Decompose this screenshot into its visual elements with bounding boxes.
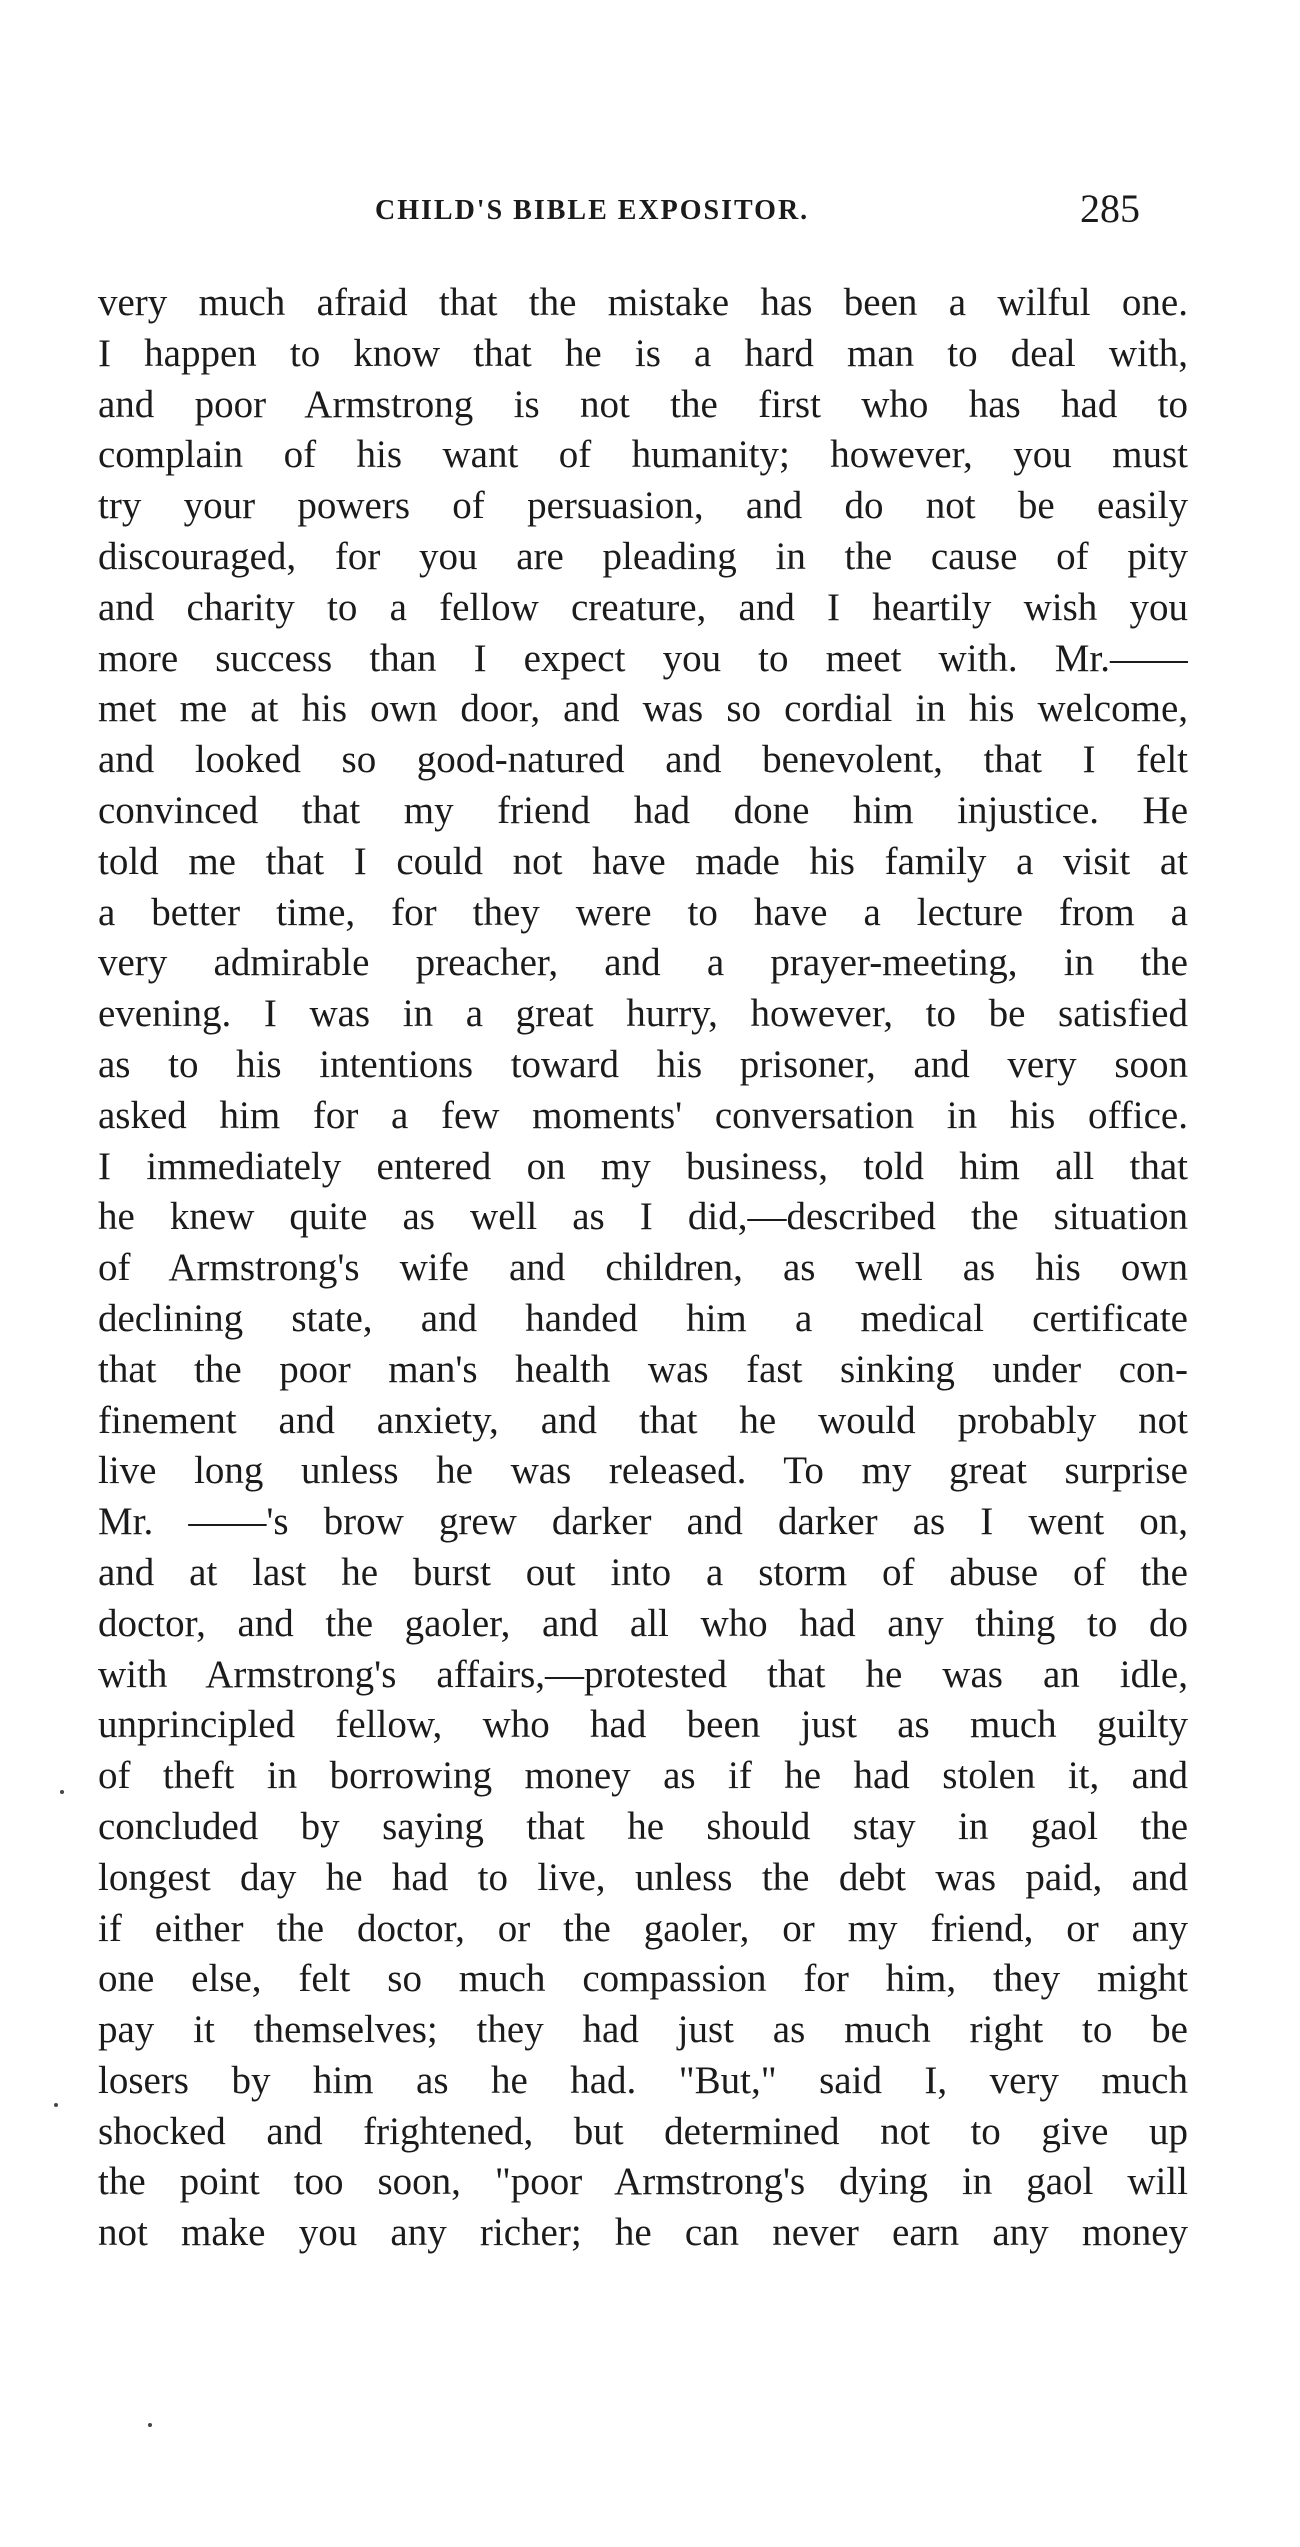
text-line: met me at his own door, and was so cordial in his welcome,	[98, 687, 1188, 731]
text-line: and charity to a fellow creature, and I heartily wish you	[98, 585, 1188, 629]
text-line: doctor, and the gaoler, and all who had any thing to do	[98, 1601, 1188, 1645]
text-line: very admirable preacher, and a prayer-meeting, in the	[98, 941, 1188, 985]
text-line: told me that I could not have made his family a visit at	[98, 839, 1188, 883]
running-title: CHILD'S BIBLE EXPOSITOR.	[375, 195, 810, 226]
text-line: very much afraid that the mistake has been a wilful one.	[98, 281, 1188, 324]
text-line: more success than I expect you to meet with. Mr.——	[98, 636, 1188, 680]
text-line: pay it themselves; they had just as much right to be	[98, 2008, 1188, 2052]
text-line: not make you any richer; he can never earn any money	[98, 2211, 1188, 2255]
text-line: of Armstrong's wife and children, as well as his own	[98, 1246, 1188, 1290]
text-line: discouraged, for you are pleading in the cause of pity	[98, 534, 1188, 578]
body-text	[98, 278, 1188, 2259]
text-line: the point too soon, "poor Armstrong's dying in gaol will	[98, 2160, 1188, 2204]
text-line: a better time, for they were to have a lecture from a	[98, 890, 1188, 934]
text-line: longest day he had to live, unless the debt was paid, and	[98, 1855, 1188, 1899]
page-header	[0, 185, 1300, 235]
text-line: unprincipled fellow, who had been just as much guilty	[98, 1703, 1188, 1747]
text-line: evening. I was in a great hurry, however, to be satisfied	[98, 992, 1188, 1036]
text-line: try your powers of persuasion, and do not be easily	[98, 484, 1188, 528]
page-number: 285	[1080, 186, 1140, 231]
text-line: complain of his want of humanity; however, you must	[98, 433, 1188, 477]
text-line: one else, felt so much compassion for him, they might	[98, 1957, 1188, 2001]
text-line: declining state, and handed him a medical certificate	[98, 1296, 1188, 1340]
text-line: asked him for a few moments' conversation in his office.	[98, 1093, 1188, 1137]
text-line: that the poor man's health was fast sinking under con-	[98, 1347, 1188, 1391]
ink-speck	[54, 2103, 58, 2107]
text-line: and at last he burst out into a storm of abuse of the	[98, 1550, 1188, 1594]
text-line: and looked so good-natured and benevolent, that I felt	[98, 738, 1188, 782]
text-line: if either the doctor, or the gaoler, or my friend, or any	[98, 1906, 1188, 1950]
text-line: losers by him as he had. "But," said I, very much	[98, 2058, 1188, 2102]
ink-speck	[148, 2423, 152, 2427]
text-line: he knew quite as well as I did,—described the situation	[98, 1195, 1188, 1239]
text-line: convinced that my friend had done him injustice. He	[98, 788, 1188, 832]
text-line: and poor Armstrong is not the first who has had to	[98, 382, 1188, 426]
text-line: with Armstrong's affairs,—protested that he was an idle,	[98, 1652, 1188, 1696]
ink-speck	[60, 1790, 64, 1794]
text-line: Mr. ——'s brow grew darker and darker as I went on,	[98, 1500, 1188, 1544]
text-line: I immediately entered on my business, told him all that	[98, 1144, 1188, 1188]
text-line: live long unless he was released. To my great surprise	[98, 1449, 1188, 1493]
text-line: concluded by saying that he should stay in gaol the	[98, 1804, 1188, 1848]
text-line: shocked and frightened, but determined not to give up	[98, 2109, 1188, 2153]
text-line: I happen to know that he is a hard man to deal with,	[98, 331, 1188, 375]
text-line: finement and anxiety, and that he would probably not	[98, 1398, 1188, 1442]
text-line: as to his intentions toward his prisoner, and very soon	[98, 1042, 1188, 1086]
text-line: of theft in borrowing money as if he had stolen it, and	[98, 1754, 1188, 1798]
